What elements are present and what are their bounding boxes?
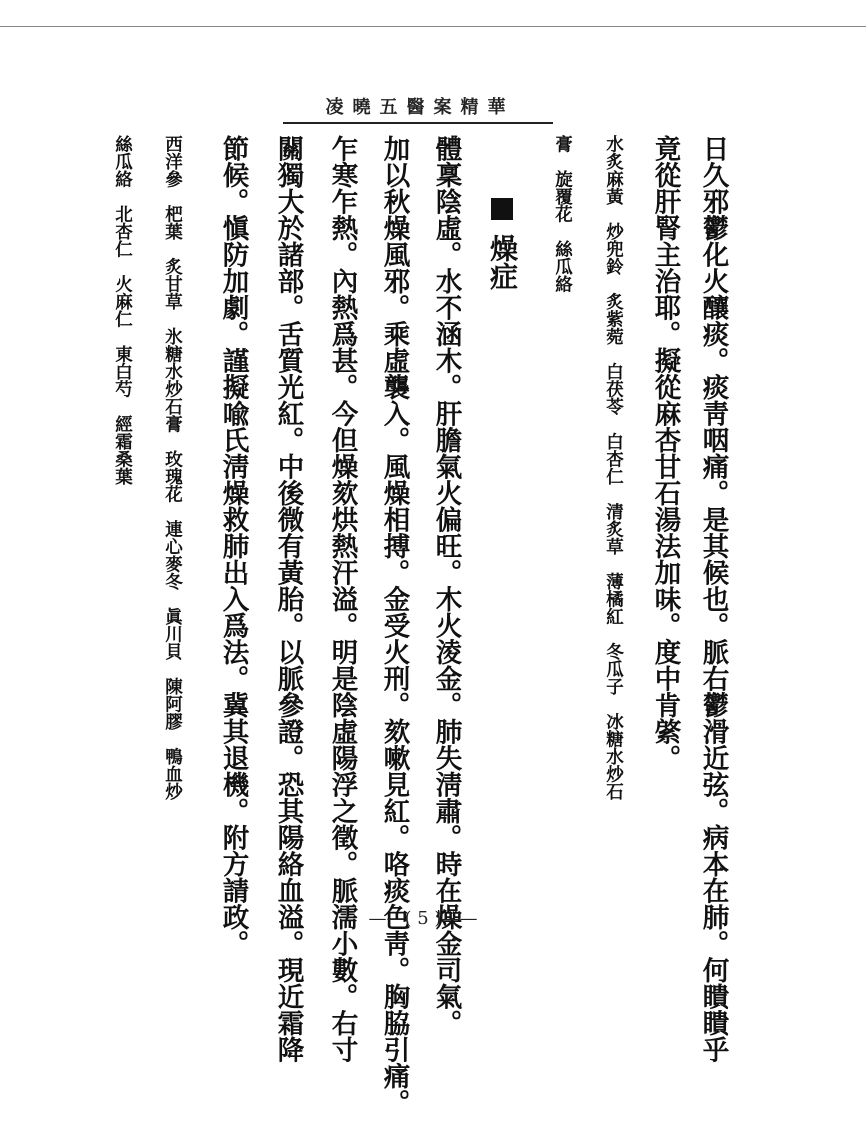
text-column-7: 節候。愼防加劇。謹擬喩氏淸燥救肺出入爲法。冀其退機。附方請政。 xyxy=(217,135,249,957)
section-title xyxy=(486,198,519,290)
text-column-3: 體稟陰虛。水不涵木。肝膽氣火偏旺。木火淩金。肺失淸肅。時在燥金司氣。 xyxy=(430,135,462,1036)
prescription-column-2: 膏 旋覆花 絲瓜絡 xyxy=(552,135,573,293)
prescription-column-1: 水炙麻黃 炒兜鈴 炙紫菀 白茯苓 白杏仁 清炙草 薄橘紅 冬瓜子 冰糖水炒石 xyxy=(603,135,624,800)
section-title-text: 燥症 xyxy=(486,234,519,290)
text-column-6: 關獨大於諸部。舌質光紅。中後微有黃胎。以脈參證。恐其陽絡血溢。現近霜降 xyxy=(272,135,304,1063)
top-rule xyxy=(0,26,866,27)
header-rule xyxy=(283,122,553,124)
text-column-4: 加以秋燥風邪。乘虛襲入。風燥相搏。金受火刑。欬嗽見紅。咯痰色靑。胸脇引痛。 xyxy=(378,135,410,1116)
text-column-5: 乍寒乍熱。內熱爲甚。今但燥欬烘熱汗溢。明是陰虛陽浮之徵。脈濡小數。右寸 xyxy=(326,135,358,1063)
running-header: 凌曉五醫案精華 xyxy=(325,97,515,118)
text-column-1: 日久邪鬱化火釀痰。痰靑咽痛。是其候也。脈右鬱滑近弦。病本在肺。何瞶瞶乎 xyxy=(697,135,729,1063)
text-column-2: 竟從肝腎主治耶。擬從麻杏甘石湯法加味。度中肯綮。 xyxy=(649,135,681,771)
page-number: ——( 5 )—— xyxy=(368,908,478,929)
section-marker-icon xyxy=(491,198,513,220)
prescription-column-4: 絲瓜絡 北杏仁 火麻仁 東白芍 經霜桑葉 xyxy=(112,135,133,485)
prescription-column-3: 西洋參 杷葉 炙甘草 氷糖水炒石膏 玫瑰花 連心麥冬 眞川貝 陳阿膠 鴨血炒 xyxy=(162,135,183,800)
